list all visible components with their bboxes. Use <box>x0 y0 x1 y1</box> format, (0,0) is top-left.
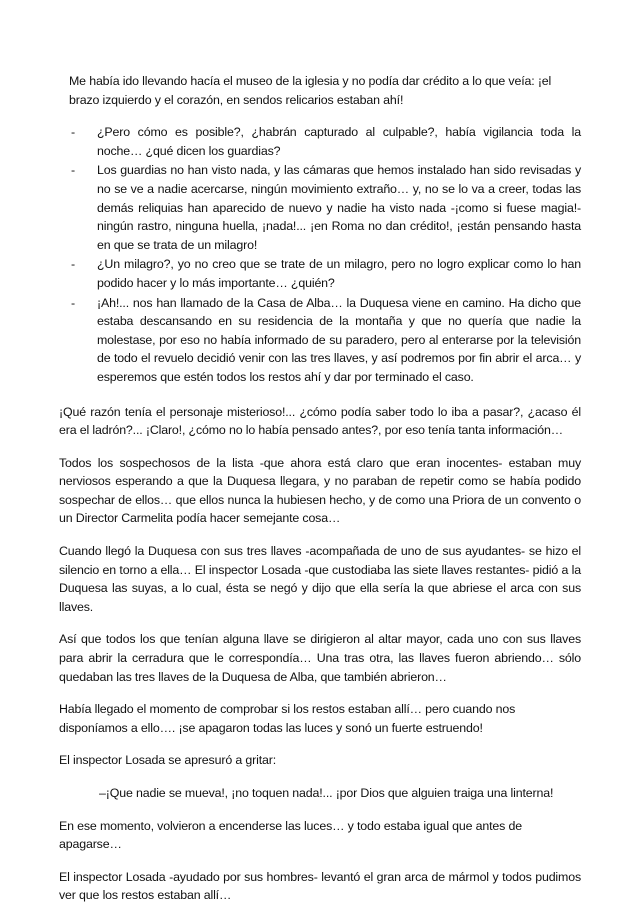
dialogue-list <box>59 123 581 386</box>
body-paragraph: Había llegado el momento de comprobar si los restos estaban allí… pero cuando nos disponíamos a ello…. ¡se apagaron todas las luces y sonó un fuerte estruendo! <box>59 702 516 735</box>
body-paragraph: Cuando llegó la Duquesa con sus tres llaves -acompañada de uno de sus ayudantes- se hizo el silencio en torno a ella… El inspector Losada -que custodiaba las siete llaves restantes- pidió a la Duquesa las suyas, a lo cual, ésta se negó y dijo que ella sería la que abriese el arca con sus llaves. <box>59 544 581 614</box>
intro-paragraph: Me había ido llevando hacía el museo de la iglesia y no podía dar crédito a lo que veía: ¡el brazo izquierdo y el corazón, en sendos relicarios estaban ahí! <box>69 74 552 107</box>
dialogue-dash: - <box>71 125 75 140</box>
closing-paragraph: En ese momento, volvieron a encenderse las luces… y todo estaba igual que antes de apagarse… <box>59 818 522 852</box>
dialogue-item <box>59 255 581 292</box>
body-paragraph: ¡Qué razón tenía el personaje misterioso!... ¿cómo podía saber todo lo iba a pasar?, ¿acaso él era el ladrón?... ¡Claro!, ¿cómo no lo había pensado antes?, por eso tenía tanta información… <box>59 404 581 438</box>
closing-paragraph: El inspector Losada -ayudado por sus hombres- levantó el gran arca de mármol y todos pudimos ver que los restos estaban allí… <box>59 869 581 903</box>
dialogue-text: ¿Un milagro?, yo no creo que se trate de un milagro, pero no logro explicar como lo han podido hacer y lo más importante… ¿quién? <box>97 257 581 290</box>
dialogue-dash: - <box>71 295 75 310</box>
text-column <box>59 72 581 919</box>
quoted-line: –¡Que nadie se mueva!, ¡no toquen nada!... ¡por Dios que alguien traiga una linterna! <box>99 786 554 800</box>
dialogue-text: Los guardias no han visto nada, y las cámaras que hemos instalado han sido revisadas y no se ve a nadie acercarse, ningún movimiento extraño… y, no se lo va a creer, todas las demás reliquias han aparecido de nuevo y nadie ha visto nada -¡como si fuese magia!- ningún rastro, ninguna huella, ¡nada!... ¡en Roma no dan crédito!, ¡están pensando hasta en que se trata de un milagro! <box>97 163 581 252</box>
dialogue-item <box>59 161 581 254</box>
dialogue-item <box>59 123 581 160</box>
dialogue-text: ¡Ah!... nos han llamado de la Casa de Alba… la Duquesa viene en camino. Ha dicho que estaba descansando en su residencia de la montaña y que no quería que nadie la molestase, por eso no había informado de su paradero, pero al enterarse por la televisión de todo el revuelo decidió venir con las tres llaves, y así podremos por fin abrir el arca… y esperemos que estén todos los restos ahí y dar por terminado el caso. <box>97 295 581 384</box>
dialogue-dash: - <box>71 163 75 178</box>
body-paragraph: El inspector Losada se apresuró a gritar: <box>59 753 277 768</box>
dialogue-item <box>59 294 581 387</box>
body-paragraph: Así que todos los que tenían alguna llave se dirigieron al altar mayor, cada uno con sus llaves para abrir la cerradura que le correspondía… Una tras otra, las llaves fueron abriendo… sólo quedaban las tres llaves de la Duquesa de Alba, que también abrieron… <box>59 632 581 684</box>
dialogue-dash: - <box>71 257 75 272</box>
dialogue-text: ¿Pero cómo es posible?, ¿habrán capturado al culpable?, había vigilancia toda la noche… ¿qué dicen los guardias? <box>97 125 581 158</box>
body-paragraph: Todos los sospechosos de la lista -que ahora está claro que eran inocentes- estaban muy nerviosos esperando a que la Duquesa llegara, y no paraban de repetir como se había podido sospechar de ellos… que ellos nunca la hubiesen hecho, y de como una Priora de un convento o un Director Carmelita podía hacer semejante cosa… <box>59 455 581 526</box>
